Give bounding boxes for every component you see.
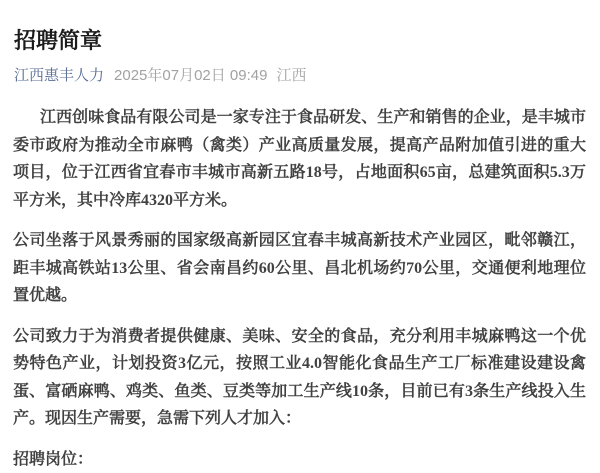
author-link[interactable]: 江西惠丰人力 [14,67,104,84]
article-meta [14,65,586,86]
paragraph-production-plan: 公司致力于为消费者提供健康、美味、安全的食品，充分利用丰城麻鸭这一个优势特色产业，计划投资3亿元，按照工业4.0智能化食品生产工厂标准建设建设禽蛋、富硒麻鸭、鸡类、鱼类、豆类等加工生产线10条，目前已有3条生产线投入生产。现因生产需要，急需下列人才加入： [13,323,586,433]
paragraph-company-location: 公司坐落于风景秀丽的国家级高新园区宜春丰城高新技术产业园区，毗邻赣江，距丰城高铁站13公里、省会南昌约60公里、昌北机场约70公里，交通便利地理位置优越。 [13,227,586,310]
paragraph-company-intro: 江西创味食品有限公司是一家专注于食品研发、生产和销售的企业，是丰城市委市政府为推动全市麻鸭（禽类）产业高质量发展，提高产品附加值引进的重大项目，位于江西省宜春市丰城市高新五路18号，占地面积65亩，总建筑面积5.3万平方米，其中冷库4320平方米。 [13,104,586,214]
publish-location: 江西 [276,67,306,84]
article-body [13,104,586,473]
publish-date: 2025年07月02日 09:49 [114,67,267,84]
article-title: 招聘简章 [14,25,586,56]
paragraph-positions-heading: 招聘岗位： [13,446,586,473]
